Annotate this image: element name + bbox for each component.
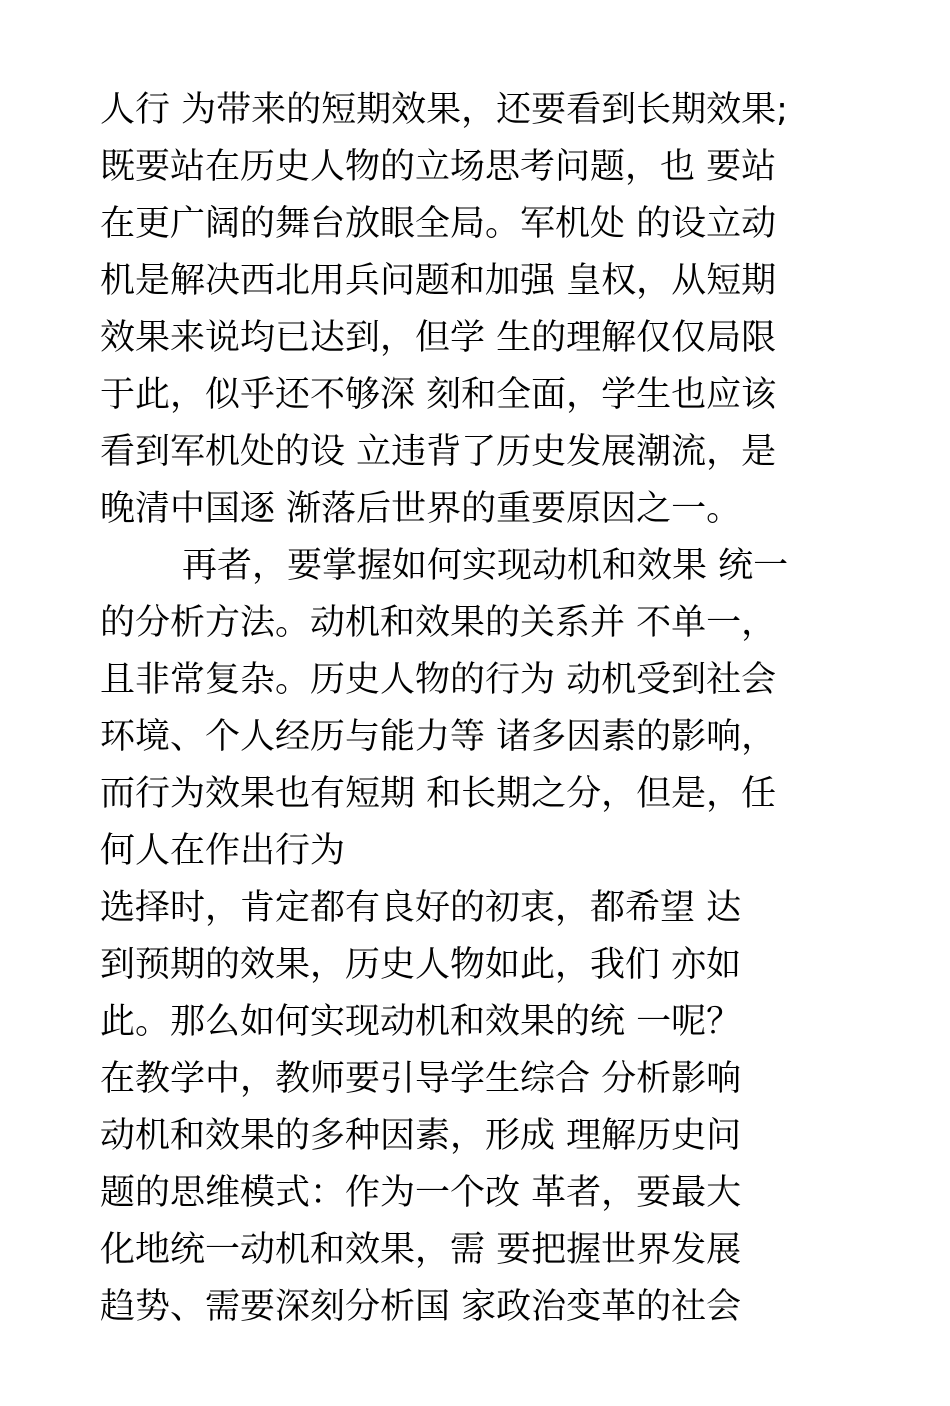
text-line: 何人在作出行为: [100, 831, 346, 871]
text-line: 而行为效果也有短期 和长期之分，但是，任: [100, 774, 777, 814]
text-line: 选择时，肯定都有良好的初衷，都希望 达: [100, 888, 742, 928]
text-line: 此。那么如何实现动机和效果的统 一呢？: [100, 1002, 742, 1042]
text-line: 环境、个人经历与能力等 诸多因素的影响，: [100, 717, 777, 757]
text-line: 看到军机处的设 立违背了历史发展潮流，是: [100, 432, 777, 472]
text-line: 效果来说均已达到，但学 生的理解仅仅局限: [100, 318, 777, 358]
body-text: [100, 82, 860, 1336]
text-line: 的分析方法。动机和效果的关系并 不单一，: [100, 603, 777, 643]
text-line: 人行 为带来的短期效果，还要看到长期效果;: [100, 90, 788, 130]
text-line: 且非常复杂。历史人物的行为 动机受到社会: [100, 660, 777, 700]
text-line: 化地统一动机和效果，需 要把握世界发展: [100, 1230, 742, 1270]
text-line: 在更广阔的舞台放眼全局。军机处 的设立动: [100, 204, 777, 244]
text-line: 趋势、需要深刻分析国 家政治变革的社会: [100, 1287, 742, 1327]
text-line: 晚清中国逐 渐落后世界的重要原因之一。: [100, 489, 742, 529]
text-line: 于此，似乎还不够深 刻和全面，学生也应该: [100, 375, 777, 415]
text-line: 在教学中，教师要引导学生综合 分析影响: [100, 1059, 742, 1099]
text-line: 到预期的效果，历史人物如此，我们 亦如: [100, 945, 742, 985]
text-line: 既要站在历史人物的立场思考问题，也 要站: [100, 147, 777, 187]
text-line: 题的思维模式：作为一个改 革者，要最大: [100, 1173, 742, 1213]
paragraph-start-line: 再者，要掌握如何实现动机和效果 统一: [182, 546, 789, 586]
text-line: 动机和效果的多种因素，形成 理解历史问: [100, 1116, 742, 1156]
text-line: 机是解决西北用兵问题和加强 皇权，从短期: [100, 261, 777, 301]
